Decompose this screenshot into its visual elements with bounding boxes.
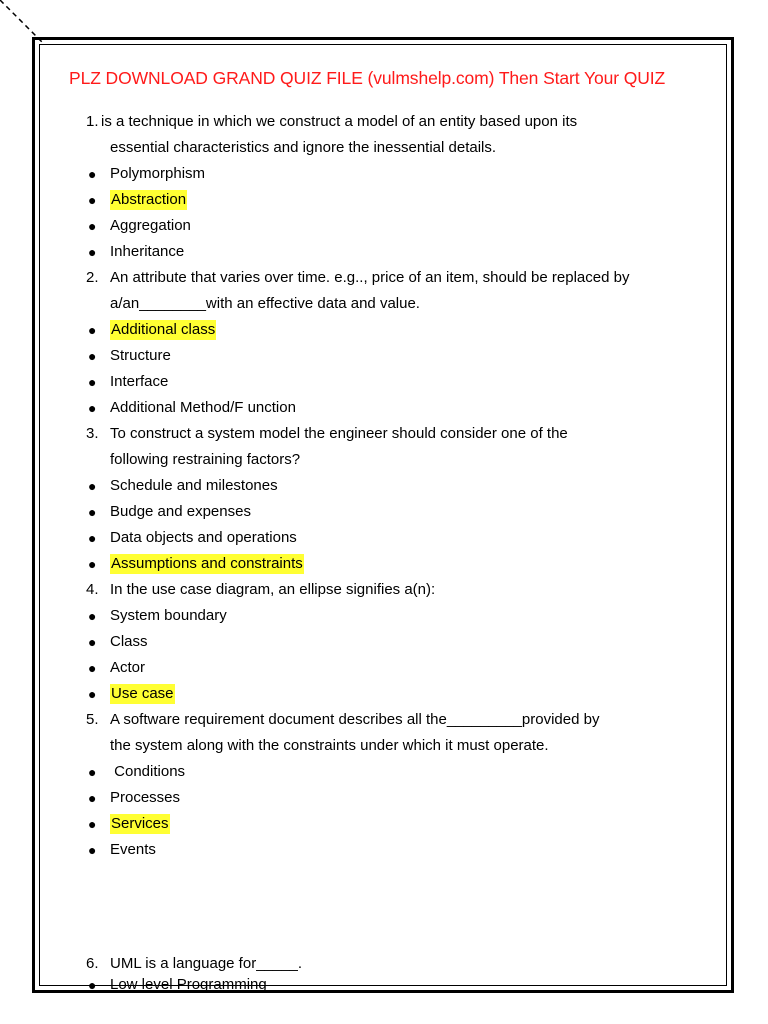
option-text: Conditions [110,763,186,780]
bullet-icon: ● [88,504,97,520]
bullet-icon: ● [88,400,97,416]
question-text: is a technique in which we construct a model of an entity based upon its [101,113,578,130]
question-number: 6. [86,955,99,972]
question-text: following restraining factors? [110,451,301,468]
bullet-icon: ● [88,192,97,208]
option-text: Low level Programming [110,976,267,993]
page-title: PLZ DOWNLOAD GRAND QUIZ FILE (vulmshelp.com) Then Start Your QUIZ [69,68,666,88]
option-text: Inheritance [110,243,185,260]
bullet-icon: ● [88,218,97,234]
option-text-highlighted: Use case [111,685,174,702]
bullet-icon: ● [88,816,97,832]
question-number: 4. [86,581,99,598]
option-text: System boundary [110,607,227,624]
bullet-icon: ● [88,322,97,338]
question-number: 1. [86,113,99,130]
option-text: Structure [110,347,171,364]
question-number: 2. [86,269,99,286]
option-text: Data objects and operations [110,529,297,546]
option-text: Polymorphism [110,165,206,182]
bullet-icon: ● [88,478,97,494]
bullet-icon: ● [88,764,97,780]
bullet-icon: ● [88,608,97,624]
option-text: Processes [110,789,181,806]
bullet-icon: ● [88,790,97,806]
bullet-icon: ● [88,244,97,260]
option-text-highlighted: Additional class [111,321,216,338]
bullet-icon: ● [88,634,97,650]
bullet-icon: ● [88,977,97,993]
clipped-option-area [40,976,726,993]
bullet-icon: ● [88,530,97,546]
question-text: a/an________with an effective data and value. [110,295,420,312]
question-text: In the use case diagram, an ellipse signifies a(n): [110,581,436,598]
option-text: Events [110,841,156,858]
option-text: Aggregation [110,217,191,234]
option-text-highlighted: Services [111,815,169,832]
question-text: UML is a language for_____. [110,955,303,972]
bullet-icon: ● [88,556,97,572]
bullet-icon: ● [88,660,97,676]
bullet-icon: ● [88,842,97,858]
question-number: 5. [86,711,99,728]
question-text: the system along with the constraints under which it must operate. [110,737,549,754]
bullet-icon: ● [88,166,97,182]
bullet-icon: ● [88,374,97,390]
question-number: 3. [86,425,99,442]
quiz-content [40,45,726,993]
option-text: Class [110,633,148,650]
option-text: Budge and expenses [110,503,251,520]
option-text: Actor [110,659,146,676]
option-text-highlighted: Abstraction [111,191,187,208]
option-text: Additional Method/F unction [110,399,296,416]
question-text: An attribute that varies over time. e.g.., price of an item, should be replaced by [110,269,630,286]
bullet-icon: ● [88,348,97,364]
question-text: To construct a system model the engineer should consider one of the [110,425,568,442]
option-text-highlighted: Assumptions and constraints [111,555,303,572]
option-text: Schedule and milestones [110,477,278,494]
option-text: Interface [110,373,169,390]
question-text: A software requirement document describes all the_________provided by [110,711,600,728]
bullet-icon: ● [88,686,97,702]
question-text: essential characteristics and ignore the inessential details. [110,139,497,156]
